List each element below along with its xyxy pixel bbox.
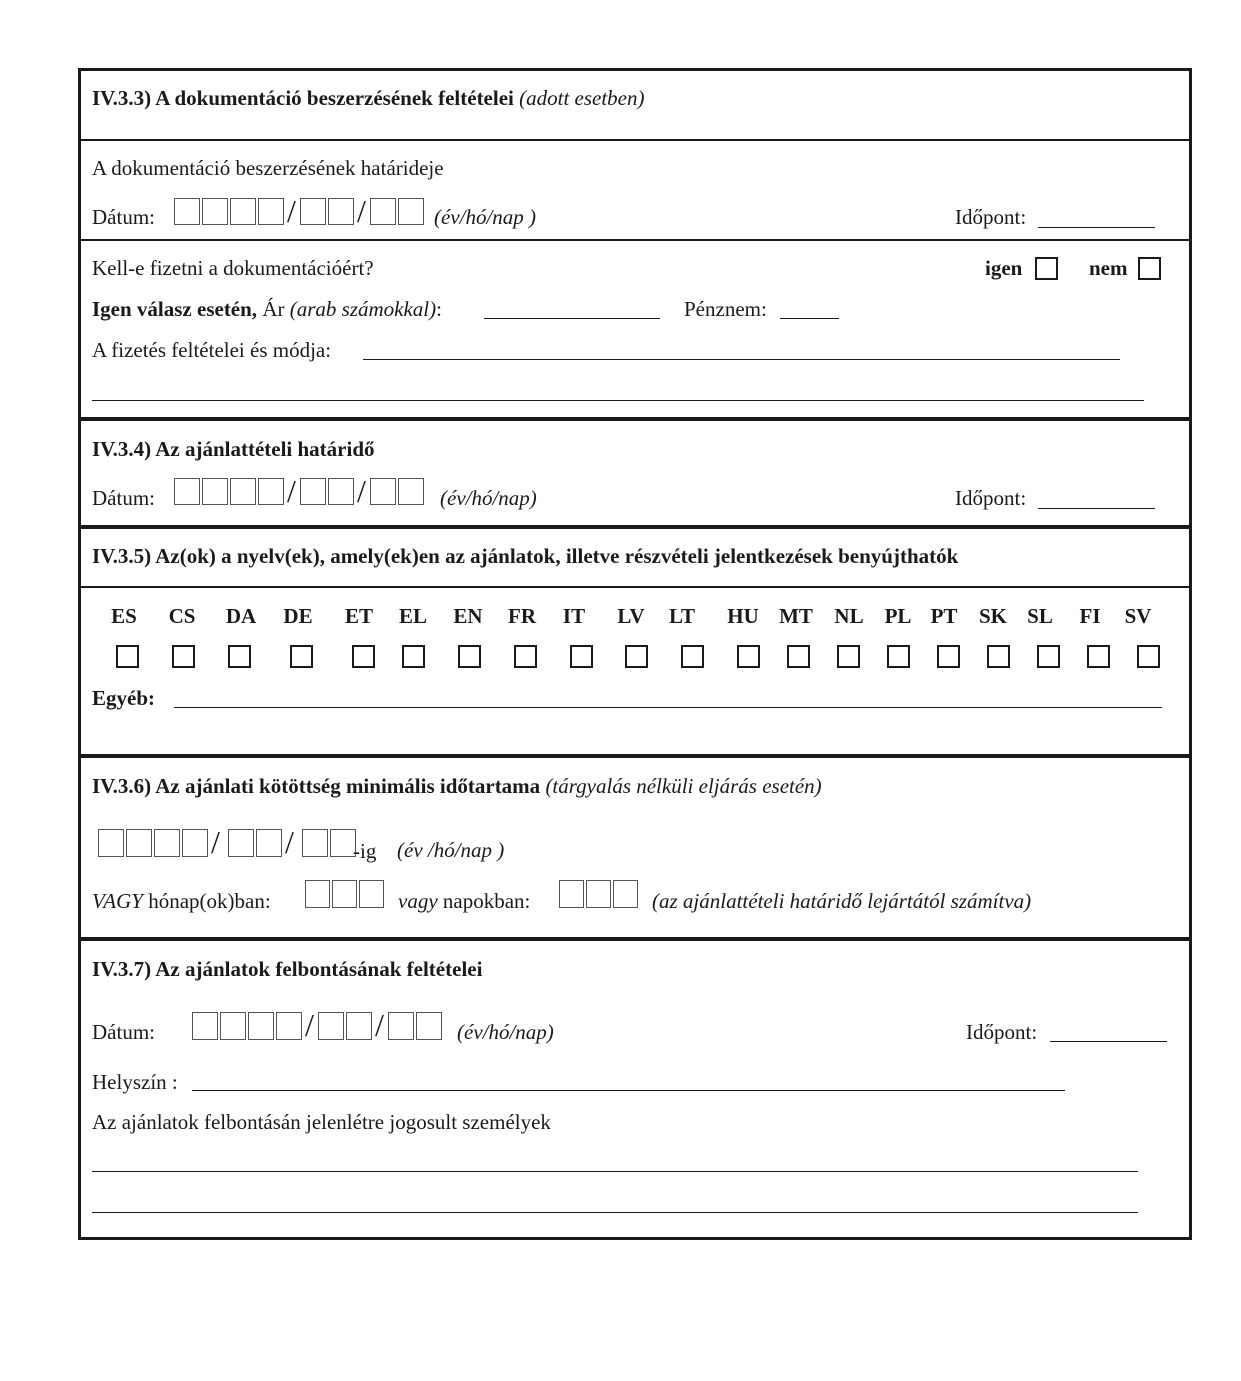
digit-box[interactable] xyxy=(228,829,254,857)
language-checkbox-es[interactable] xyxy=(116,645,139,668)
digit-box[interactable] xyxy=(202,198,228,225)
date-separator: / xyxy=(287,473,296,509)
language-checkbox-nl[interactable] xyxy=(837,645,860,668)
separator-5 xyxy=(78,586,1192,588)
digit-box[interactable] xyxy=(202,478,228,505)
separator-2 xyxy=(78,239,1192,241)
payment-terms-label: A fizetés feltételei és módja: xyxy=(92,338,332,362)
language-label-fi: FI xyxy=(1079,604,1101,628)
language-label-fr: FR xyxy=(508,604,536,628)
days-label: napokban: xyxy=(442,889,531,913)
open-time-field[interactable] xyxy=(1050,1041,1167,1042)
date-separator: / xyxy=(287,193,296,229)
language-label-nl: NL xyxy=(834,604,864,628)
language-checkbox-et[interactable] xyxy=(352,645,375,668)
digit-box[interactable] xyxy=(182,829,208,857)
language-checkbox-el[interactable] xyxy=(402,645,425,668)
language-label-sv: SV xyxy=(1124,604,1152,628)
bid-date-label: Dátum: xyxy=(92,486,155,510)
price-field[interactable] xyxy=(484,318,660,319)
or-months-row xyxy=(92,891,271,912)
ig-suffix: -ig xyxy=(353,839,377,863)
date-separator: / xyxy=(305,1007,314,1043)
price-row xyxy=(92,299,442,320)
digit-box[interactable] xyxy=(230,198,256,225)
digit-box[interactable] xyxy=(398,198,424,225)
language-label-mt: MT xyxy=(779,604,813,628)
language-label-lv: LV xyxy=(617,604,645,628)
date-separator: / xyxy=(375,1007,384,1043)
language-checkbox-it[interactable] xyxy=(570,645,593,668)
language-label-pl: PL xyxy=(884,604,912,628)
language-checkbox-lt[interactable] xyxy=(681,645,704,668)
digit-box[interactable] xyxy=(126,829,152,857)
bid-time-label: Időpont: xyxy=(955,486,1027,510)
language-label-hu: HU xyxy=(727,604,759,628)
language-checkbox-sv[interactable] xyxy=(1137,645,1160,668)
digit-box[interactable] xyxy=(370,478,396,505)
digit-box[interactable] xyxy=(98,829,124,857)
language-label-it: IT xyxy=(562,604,586,628)
language-checkbox-mt[interactable] xyxy=(787,645,810,668)
doc-date-hint: (év/hó/nap ) xyxy=(434,205,537,229)
language-label-es: ES xyxy=(111,604,137,628)
currency-label: Pénznem: xyxy=(684,297,767,321)
digit-box[interactable] xyxy=(416,1012,442,1040)
language-checkbox-sk[interactable] xyxy=(987,645,1010,668)
separator-6 xyxy=(78,754,1192,758)
digit-box[interactable] xyxy=(305,880,330,908)
doc-date-label: Dátum: xyxy=(92,205,155,229)
section-336-title-italic: (tárgyalás nélküli eljárás esetén) xyxy=(545,774,822,798)
digit-box[interactable] xyxy=(328,478,354,505)
if-yes-label: Igen válasz esetén, xyxy=(92,297,258,321)
language-label-pt: PT xyxy=(930,604,958,628)
place-label: Helyszín : xyxy=(92,1070,178,1094)
no-checkbox[interactable] xyxy=(1138,257,1161,280)
or-small-label: vagy xyxy=(398,889,438,913)
from-deadline-hint: (az ajánlattételi határidő lejártától számítva) xyxy=(652,889,1032,913)
section-333-title xyxy=(92,88,645,109)
separator-7 xyxy=(78,937,1192,941)
payment-terms-field[interactable] xyxy=(363,359,1120,360)
digit-box[interactable] xyxy=(174,198,200,225)
other-language-field[interactable] xyxy=(174,707,1162,708)
language-label-el: EL xyxy=(398,604,427,628)
digit-box[interactable] xyxy=(332,880,357,908)
section-333-title-bold: IV.3.3) A dokumentáció beszerzésének feltételei xyxy=(92,86,514,110)
price-label: Ár xyxy=(262,297,285,321)
language-label-en: EN xyxy=(453,604,483,628)
digit-box[interactable] xyxy=(256,829,282,857)
persons-field-1[interactable] xyxy=(92,1171,1138,1172)
separator-3 xyxy=(78,417,1192,421)
bid-time-field[interactable] xyxy=(1038,508,1155,509)
digit-box[interactable] xyxy=(276,1012,302,1040)
section-337-title: IV.3.7) Az ajánlatok felbontásának feltételei xyxy=(92,957,483,981)
months-label: hónap(ok)ban: xyxy=(148,889,271,913)
other-language-label: Egyéb: xyxy=(92,686,155,710)
digit-box[interactable] xyxy=(220,1012,246,1040)
digit-box[interactable] xyxy=(154,829,180,857)
persons-field-2[interactable] xyxy=(92,1212,1138,1213)
language-checkbox-cs[interactable] xyxy=(172,645,195,668)
date-separator: / xyxy=(357,193,366,229)
date-separator: / xyxy=(285,824,294,860)
digit-box[interactable] xyxy=(613,880,638,908)
yes-label: igen xyxy=(985,256,1023,280)
price-colon: : xyxy=(436,297,442,321)
date-separator: / xyxy=(357,473,366,509)
language-checkbox-fi[interactable] xyxy=(1087,645,1110,668)
digit-box[interactable] xyxy=(192,1012,218,1040)
separator-1 xyxy=(78,139,1192,141)
digit-box[interactable] xyxy=(346,1012,372,1040)
digit-box[interactable] xyxy=(300,478,326,505)
currency-field[interactable] xyxy=(780,318,839,319)
digit-box[interactable] xyxy=(174,478,200,505)
digit-box[interactable] xyxy=(230,478,256,505)
validity-date-hint: (év /hó/nap ) xyxy=(397,838,505,862)
language-checkbox-hu[interactable] xyxy=(737,645,760,668)
persons-label: Az ajánlatok felbontásán jelenlétre jogosult személyek xyxy=(92,1110,551,1134)
digit-box[interactable] xyxy=(258,198,284,225)
language-checkbox-de[interactable] xyxy=(290,645,313,668)
language-label-lt: LT xyxy=(668,604,696,628)
or-label: VAGY xyxy=(92,889,143,913)
language-label-da: DA xyxy=(225,604,257,628)
no-label: nem xyxy=(1089,256,1128,280)
pay-question: Kell-e fizetni a dokumentációért? xyxy=(92,256,374,280)
section-334-title: IV.3.4) Az ajánlattételi határidő xyxy=(92,437,375,461)
doc-time-field[interactable] xyxy=(1038,227,1155,228)
language-label-de: DE xyxy=(283,604,313,628)
open-date-label: Dátum: xyxy=(92,1020,155,1044)
digit-box[interactable] xyxy=(359,880,384,908)
language-checkbox-lv[interactable] xyxy=(625,645,648,668)
section-333-title-italic: (adott esetben) xyxy=(519,86,645,110)
digit-box[interactable] xyxy=(258,478,284,505)
digit-box[interactable] xyxy=(586,880,611,908)
open-time-label: Időpont: xyxy=(966,1020,1038,1044)
digit-box[interactable] xyxy=(559,880,584,908)
digit-box[interactable] xyxy=(302,829,328,857)
language-checkbox-sl[interactable] xyxy=(1037,645,1060,668)
language-label-sl: SL xyxy=(1027,604,1053,628)
yes-checkbox[interactable] xyxy=(1035,257,1058,280)
digit-box[interactable] xyxy=(248,1012,274,1040)
place-field[interactable] xyxy=(192,1090,1065,1091)
section-335-title: IV.3.5) Az(ok) a nyelv(ek), amely(ek)en az ajánlatok, illetve részvételi jelentkezések benyújthatók xyxy=(92,544,959,568)
payment-terms-field-2[interactable] xyxy=(92,400,1144,401)
price-hint: (arab számokkal) xyxy=(289,297,437,321)
section-336-title xyxy=(92,776,822,797)
separator-4 xyxy=(78,525,1192,529)
language-checkbox-da[interactable] xyxy=(228,645,251,668)
or-days-row xyxy=(398,891,530,912)
language-label-sk: SK xyxy=(978,604,1007,628)
digit-box[interactable] xyxy=(300,198,326,225)
digit-box[interactable] xyxy=(370,198,396,225)
digit-box[interactable] xyxy=(318,1012,344,1040)
language-label-cs: CS xyxy=(168,604,196,628)
section-336-title-bold: IV.3.6) Az ajánlati kötöttség minimális időtartama xyxy=(92,774,541,798)
date-separator: / xyxy=(211,824,220,860)
open-date-hint: (év/hó/nap) xyxy=(457,1020,554,1044)
language-checkbox-pl[interactable] xyxy=(887,645,910,668)
digit-box[interactable] xyxy=(388,1012,414,1040)
doc-deadline-label: A dokumentáció beszerzésének határideje xyxy=(92,156,444,180)
language-checkbox-en[interactable] xyxy=(458,645,481,668)
doc-time-label: Időpont: xyxy=(955,205,1027,229)
bid-date-hint: (év/hó/nap) xyxy=(440,486,537,510)
language-checkbox-fr[interactable] xyxy=(514,645,537,668)
language-label-et: ET xyxy=(344,604,373,628)
digit-box[interactable] xyxy=(398,478,424,505)
language-checkbox-pt[interactable] xyxy=(937,645,960,668)
digit-box[interactable] xyxy=(328,198,354,225)
